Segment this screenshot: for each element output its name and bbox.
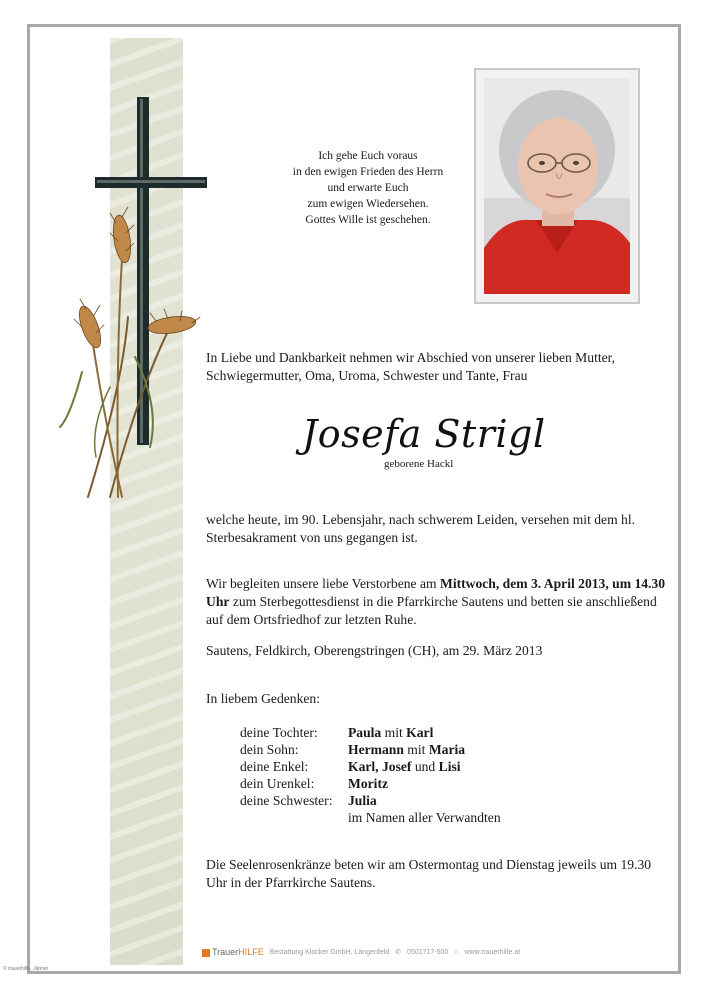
survivor-row	[240, 809, 501, 826]
survivor-row	[240, 741, 501, 758]
relative-names	[348, 809, 501, 826]
phone-number: 0501717-500	[407, 948, 449, 956]
memorial-verse	[268, 148, 468, 228]
trauerhilfe-logo[interactable]	[202, 947, 264, 957]
relation-label: dein Urenkel:	[240, 776, 315, 791]
funeral-date: Mittwoch, dem 3. April 2013, um 14.30 Uhr	[206, 576, 666, 609]
cross-with-wheat-illustration	[30, 27, 230, 507]
phone-icon: ✆	[395, 949, 402, 957]
relative-name: Moritz	[348, 776, 388, 791]
relation-label: deine Enkel:	[240, 759, 309, 774]
website-link[interactable]: www.trauerhilfe.at	[464, 948, 521, 956]
relative-name: Karl	[406, 725, 434, 740]
relative-name: Julia	[348, 793, 377, 808]
relative-names	[348, 758, 461, 775]
connector-text: mit	[403, 742, 429, 757]
passing-text: welche heute, im 90. Lebensjahr, nach schwerem Leiden, versehen mit dem hl. Sterbesakrament von uns gegangen ist.	[206, 512, 636, 545]
verse-line: Gottes Wille ist geschehen.	[305, 214, 431, 226]
survivors-list	[240, 724, 501, 826]
connector-text: mit	[381, 725, 407, 740]
survivor-row	[240, 775, 501, 792]
portrait-photo	[484, 78, 630, 294]
company-name: Bestattung Klocker GmbH, Längenfeld	[269, 948, 390, 956]
relative-name: Karl, Josef	[348, 759, 412, 774]
relation-label: dein Sohn:	[240, 742, 299, 757]
footer	[202, 947, 520, 957]
relation-label: deine Tochter:	[240, 725, 318, 740]
survivor-row	[240, 758, 501, 775]
funeral-announcement	[206, 575, 668, 629]
intro-text: In Liebe und Dankbarkeit nehmen wir Abschied von unserer lieben Mutter, Schwiegermutter, Oma, Uroma, Schwester und Tante, Frau	[206, 350, 616, 383]
relative-name: Paula	[348, 725, 382, 740]
survivor-row	[240, 792, 501, 809]
relative-name: Hermann	[348, 742, 404, 757]
survivor-row	[240, 724, 501, 741]
verse-line: in den ewigen Frieden des Herrn	[292, 166, 444, 178]
verse-line: Ich gehe Euch voraus	[318, 150, 418, 162]
connector-text: und	[411, 759, 439, 774]
cross-icon	[95, 97, 207, 445]
logo-text-b: HILFE	[238, 947, 264, 957]
relative-names	[348, 775, 388, 792]
relative-names	[348, 724, 433, 741]
verse-line: zum ewigen Wiedersehen.	[307, 198, 429, 210]
wheat-icon	[60, 207, 200, 497]
relative-name: Maria	[428, 742, 466, 757]
place-and-date: Sautens, Feldkirch, Oberengstringen (CH), am 29. März 2013	[206, 643, 543, 658]
memory-heading: In liebem Gedenken:	[206, 691, 320, 706]
copyright-note: © trauerhilfe, Jänner	[3, 966, 49, 972]
relation-label	[240, 809, 348, 826]
portrait-frame	[474, 68, 640, 304]
obituary-card	[27, 24, 681, 974]
relative-name: Lisi	[438, 759, 461, 774]
birth-name: geborene Hackl	[384, 458, 454, 470]
web-icon: ⌂	[454, 948, 459, 956]
funeral-text-start: Wir begleiten unsere liebe Verstorbene am	[206, 576, 440, 591]
rosary-notice: Die Seelenrosenkränze beten wir am Ostermontag und Dienstag jeweils um 19.30 Uhr in der Pfarrkirche Sautens.	[206, 857, 652, 890]
funeral-text-end: zum Sterbegottesdienst in die Pfarrkirche Sautens und betten sie anschließend auf dem Ortsfriedhof zur letzten Ruhe.	[206, 594, 657, 627]
logo-text-a: Trauer	[212, 947, 239, 957]
connector-text: im Namen aller Verwandten	[348, 810, 501, 825]
relation-label: deine Schwester:	[240, 793, 333, 808]
logo-icon	[202, 949, 210, 957]
relative-names	[348, 741, 465, 758]
verse-line: und erwarte Euch	[327, 182, 409, 194]
relative-names	[348, 792, 377, 809]
deceased-name: Josefa Strigl	[302, 412, 546, 456]
